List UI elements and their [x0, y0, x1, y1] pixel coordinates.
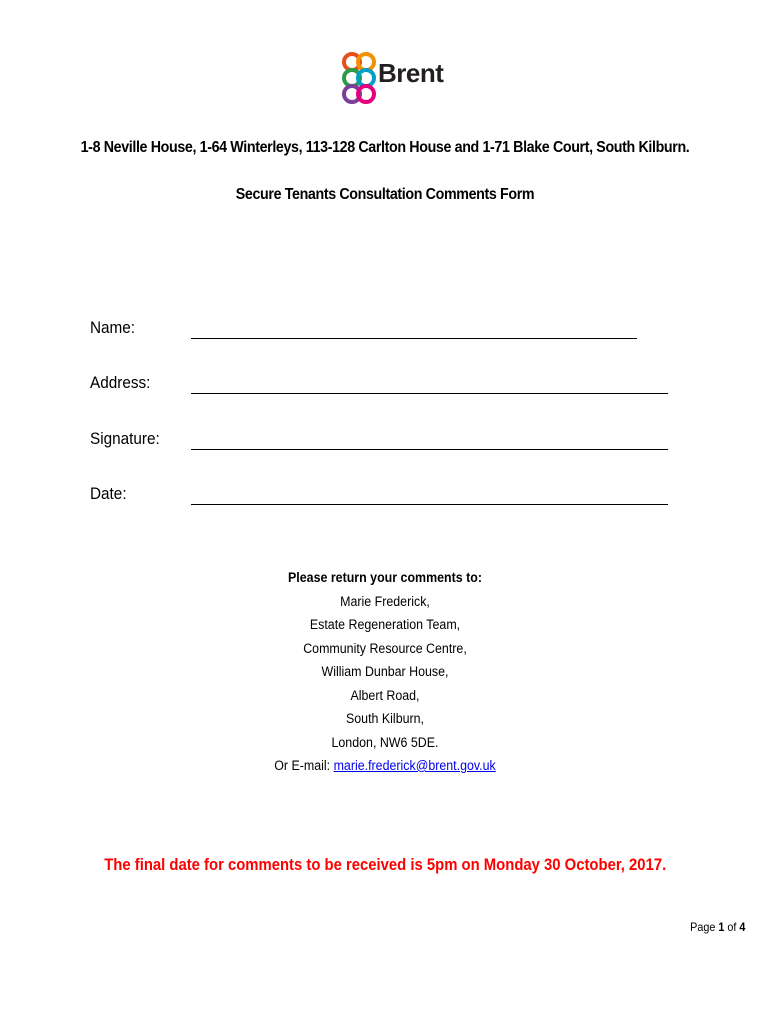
- address-line-3: Community Resource Centre,: [303, 640, 467, 656]
- email-link[interactable]: marie.frederick@brent.gov.uk: [333, 758, 496, 773]
- address-line-6: South Kilburn,: [345, 711, 425, 726]
- address-line[interactable]: [191, 393, 668, 394]
- signature-line[interactable]: [191, 449, 668, 450]
- page-total: 4: [738, 920, 745, 934]
- brent-logo-icon: [342, 50, 376, 112]
- page-prefix: Page: [689, 920, 718, 934]
- page-of: of: [723, 920, 739, 934]
- name-field[interactable]: [90, 318, 690, 342]
- email-prefix: Or E-mail:: [274, 758, 334, 773]
- date-label: Date:: [90, 484, 127, 503]
- document-title: 1-8 Neville House, 1-64 Winterleys, 113-128 Carlton House and 1-71 Blake Court, South Kilburn.: [80, 139, 690, 156]
- date-field[interactable]: [90, 484, 690, 508]
- name-line[interactable]: [191, 338, 637, 339]
- address-line-2: Estate Regeneration Team,: [309, 617, 461, 632]
- return-heading: Please return your comments to:: [288, 570, 482, 585]
- brent-logo-text: Brent: [378, 58, 444, 88]
- date-line[interactable]: [191, 504, 668, 505]
- address-field[interactable]: [90, 373, 690, 397]
- signature-label: Signature:: [90, 429, 160, 448]
- signature-field[interactable]: [90, 429, 690, 453]
- address-line-7: London, NW6 5DE.: [331, 734, 439, 750]
- form-title: Secure Tenants Consultation Comments Form: [235, 186, 535, 203]
- deadline-notice: [0, 856, 770, 875]
- page-number: [690, 920, 745, 934]
- address-line-4: William Dunbar House,: [321, 664, 449, 679]
- page-current: 1: [717, 920, 724, 934]
- address-label: Address:: [90, 373, 151, 392]
- address-line-5: Albert Road,: [350, 687, 420, 703]
- email-line: [31, 754, 739, 778]
- brent-logo: [342, 50, 462, 112]
- name-label: Name:: [90, 318, 136, 337]
- return-address-block: [0, 566, 770, 778]
- address-line-1: Marie Frederick,: [340, 593, 430, 609]
- deadline-text: The final date for comments to be received is 5pm on Monday 30 October, 2017.: [104, 856, 666, 874]
